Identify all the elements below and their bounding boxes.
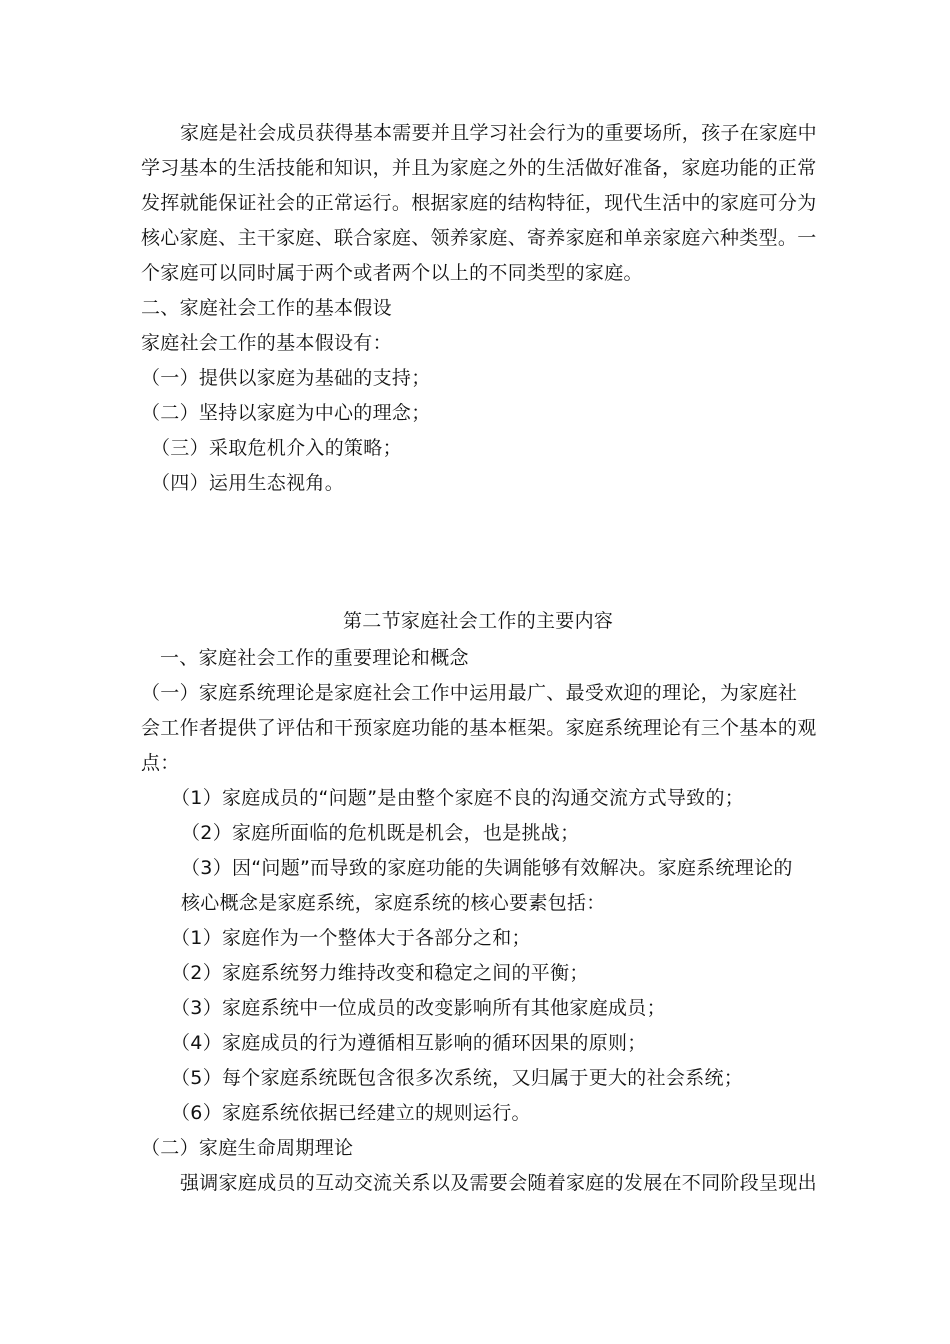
intro-line-2: 学习基本的生活技能和知识，并且为家庭之外的生活做好准备，家庭功能的正常 bbox=[141, 157, 817, 179]
core-element-item-5: （5）每个家庭系统既包含很多次系统，又归属于更大的社会系统； bbox=[171, 1067, 744, 1089]
core-element-item-2: （2）家庭系统努力维持改变和稳定之间的平衡； bbox=[171, 962, 589, 984]
intro-line-3: 发挥就能保证社会的正常运行。根据家庭的结构特征，现代生活中的家庭可分为 bbox=[141, 192, 817, 214]
intro-line-4: 核心家庭、主干家庭、联合家庭、领养家庭、寄养家庭和单亲家庭六种类型。一 bbox=[141, 227, 817, 249]
viewpoint-continuation: 核心概念是家庭系统，家庭系统的核心要素包括： bbox=[181, 892, 606, 914]
viewpoint-item-2: （2）家庭所面临的危机既是机会，也是挑战； bbox=[181, 822, 580, 844]
core-element-item-6: （6）家庭系统依据已经建立的规则运行。 bbox=[171, 1102, 531, 1124]
theory1-line-2: 会工作者提供了评估和干预家庭功能的基本框架。家庭系统理论有三个基本的观 bbox=[141, 717, 817, 739]
chapter-title: 第二节家庭社会工作的主要内容 bbox=[343, 610, 614, 632]
section-heading: 二、家庭社会工作的基本假设 bbox=[141, 297, 392, 319]
assumption-item-2: （二）坚持以家庭为中心的理念； bbox=[141, 402, 431, 424]
intro-line-5: 个家庭可以同时属于两个或者两个以上的不同类型的家庭。 bbox=[141, 262, 643, 284]
theory1-line-3: 点： bbox=[141, 752, 180, 774]
theory2-heading: （二）家庭生命周期理论 bbox=[141, 1137, 354, 1159]
assumption-item-1: （一）提供以家庭为基础的支持； bbox=[141, 367, 431, 389]
subsection-heading: 一、家庭社会工作的重要理论和概念 bbox=[160, 647, 469, 669]
core-element-item-4: （4）家庭成员的行为遵循相互影响的循环因果的原则； bbox=[171, 1032, 647, 1054]
intro-line-1: 家庭是社会成员获得基本需要并且学习社会行为的重要场所，孩子在家庭中 bbox=[180, 122, 817, 144]
core-element-item-1: （1）家庭作为一个整体大于各部分之和； bbox=[171, 927, 531, 949]
section-intro: 家庭社会工作的基本假设有： bbox=[141, 332, 392, 354]
viewpoint-item-1: （1）家庭成员的“问题”是由整个家庭不良的沟通交流方式导致的； bbox=[171, 787, 745, 809]
core-element-item-3: （3）家庭系统中一位成员的改变影响所有其他家庭成员； bbox=[171, 997, 666, 1019]
theory2-text: 强调家庭成员的互动交流关系以及需要会随着家庭的发展在不同阶段呈现出 bbox=[180, 1172, 817, 1194]
viewpoint-item-3: （3）因“问题”而导致的家庭功能的失调能够有效解决。家庭系统理论的 bbox=[181, 857, 793, 879]
theory1-line-1: （一）家庭系统理论是家庭社会工作中运用最广、最受欢迎的理论，为家庭社 bbox=[141, 682, 798, 704]
assumption-item-3: （三）采取危机介入的策略； bbox=[151, 437, 402, 459]
assumption-item-4: （四）运用生态视角。 bbox=[151, 472, 345, 494]
